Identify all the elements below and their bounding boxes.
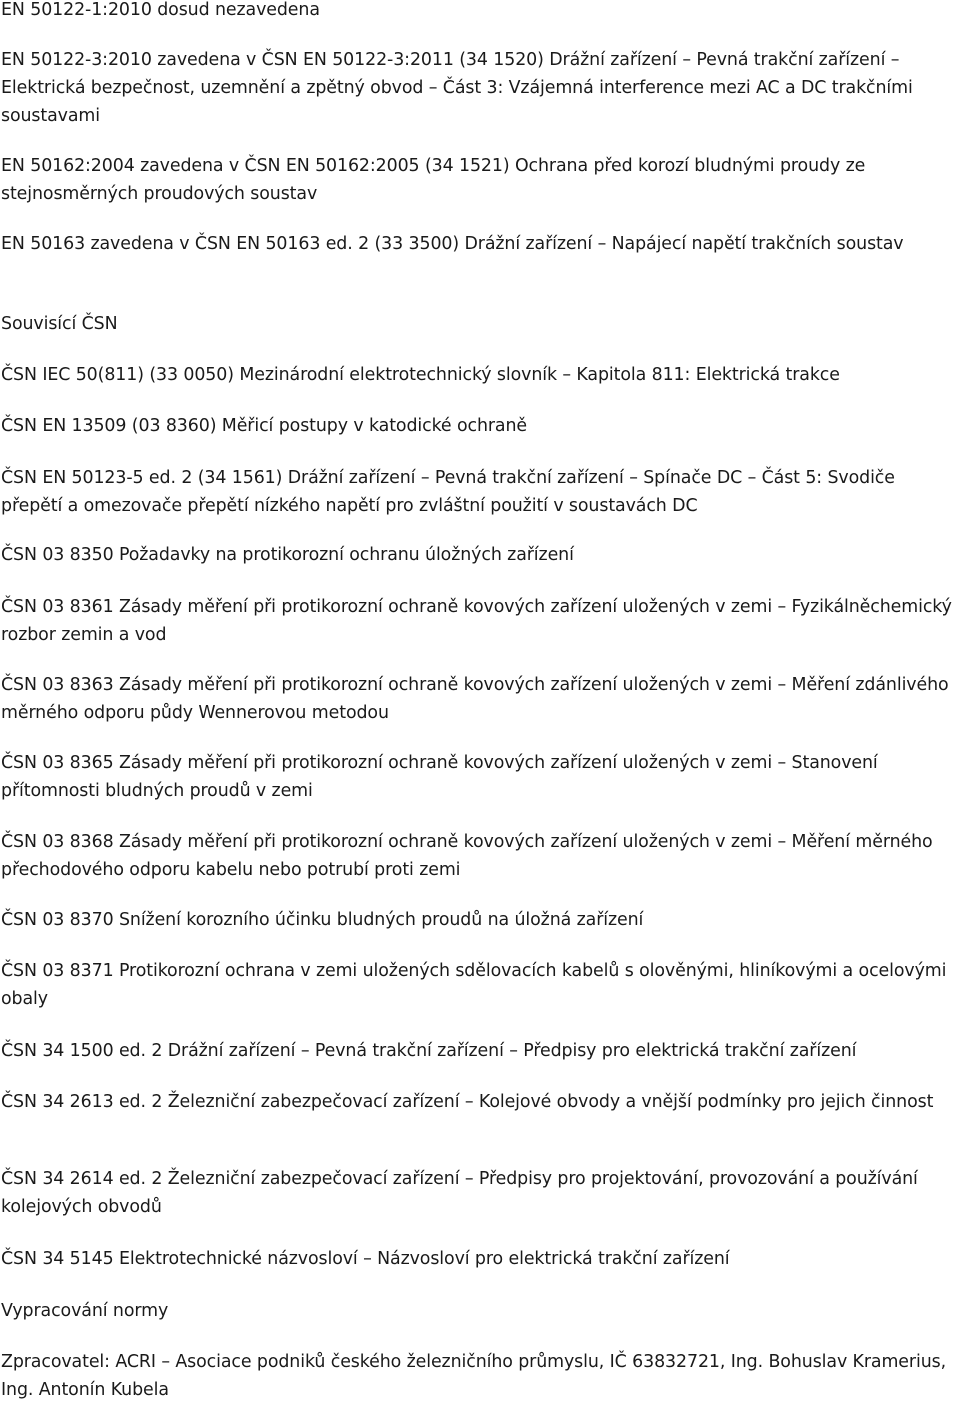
section-heading-related-standards: Souvisící ČSN [1,314,118,334]
paragraph-csn-iec-50-811: ČSN IEC 50(811) (33 0050) Mezinárodní elektrotechnický slovník – Kapitola 811: Elektrická trakce [1,365,840,385]
paragraph-csn-03-8365: ČSN 03 8365 Zásady měření při protikorozní ochraně kovových zařízení uložených v zemi – Stanovení přítomnosti bludných proudů v zemi [1,753,878,801]
paragraph-en-50122-3: EN 50122-3:2010 zavedena v ČSN EN 50122-3:2011 (34 1520) Drážní zařízení – Pevná trakční zařízení – Elektrická bezpečnost, uzemnění a zpětný obvod – Část 3: Vzájemná interference mezi AC a DC trakčními soustavami [1,50,913,126]
paragraph-en-50163: EN 50163 zavedena v ČSN EN 50163 ed. 2 (33 3500) Drážní zařízení – Napájecí napětí trakčních soustav [1,234,904,254]
paragraph-csn-34-5145: ČSN 34 5145 Elektrotechnické názvosloví – Názvosloví pro elektrická trakční zařízení [1,1249,730,1269]
paragraph-csn-34-1500: ČSN 34 1500 ed. 2 Drážní zařízení – Pevná trakční zařízení – Předpisy pro elektrická trakční zařízení [1,1041,857,1061]
paragraph-en-50122-1: EN 50122-1:2010 dosud nezavedena [1,0,320,20]
paragraph-csn-03-8371: ČSN 03 8371 Protikorozní ochrana v zemi uložených sdělovacích kabelů s olověnými, hliníkovými a ocelovými obaly [1,961,947,1009]
paragraph-csn-34-2614: ČSN 34 2614 ed. 2 Železniční zabezpečovací zařízení – Předpisy pro projektování, provozování a používání kolejových obvodů [1,1169,918,1217]
paragraph-csn-en-50123-5: ČSN EN 50123-5 ed. 2 (34 1561) Drážní zařízení – Pevná trakční zařízení – Spínače DC – Část 5: Svodiče přepětí a omezovače přepětí nízkého napětí pro zvláštní použití v soustavách DC [1,468,895,516]
paragraph-en-50162: EN 50162:2004 zavedena v ČSN EN 50162:2005 (34 1521) Ochrana před korozí bludnými proudy ze stejnosměrných proudových soustav [1,156,866,204]
section-heading-preparation: Vypracování normy [1,1301,169,1321]
paragraph-csn-03-8350: ČSN 03 8350 Požadavky na protikorozní ochranu úložných zařízení [1,545,574,565]
paragraph-processor: Zpracovatel: ACRI – Asociace podniků českého železničního průmyslu, IČ 63832721, Ing. Bohuslav Kramerius, Ing. Antonín Kubela [1,1352,946,1400]
paragraph-csn-03-8370: ČSN 03 8370 Snížení korozního účinku bludných proudů na úložná zařízení [1,910,644,930]
paragraph-csn-03-8363: ČSN 03 8363 Zásady měření při protikorozní ochraně kovových zařízení uložených v zemi – Měření zdánlivého měrného odporu půdy Wennerovou metodou [1,675,949,723]
paragraph-csn-03-8368: ČSN 03 8368 Zásady měření při protikorozní ochraně kovových zařízení uložených v zemi – Měření měrného přechodového odporu kabelu nebo potrubí proti zemi [1,832,933,880]
paragraph-csn-03-8361: ČSN 03 8361 Zásady měření při protikorozní ochraně kovových zařízení uložených v zemi – Fyzikálněchemický rozbor zemin a vod [1,597,952,645]
paragraph-csn-34-2613: ČSN 34 2613 ed. 2 Železniční zabezpečovací zařízení – Kolejové obvody a vnější podmínky pro jejich činnost [1,1092,934,1112]
paragraph-csn-en-13509: ČSN EN 13509 (03 8360) Měřicí postupy v katodické ochraně [1,416,528,436]
